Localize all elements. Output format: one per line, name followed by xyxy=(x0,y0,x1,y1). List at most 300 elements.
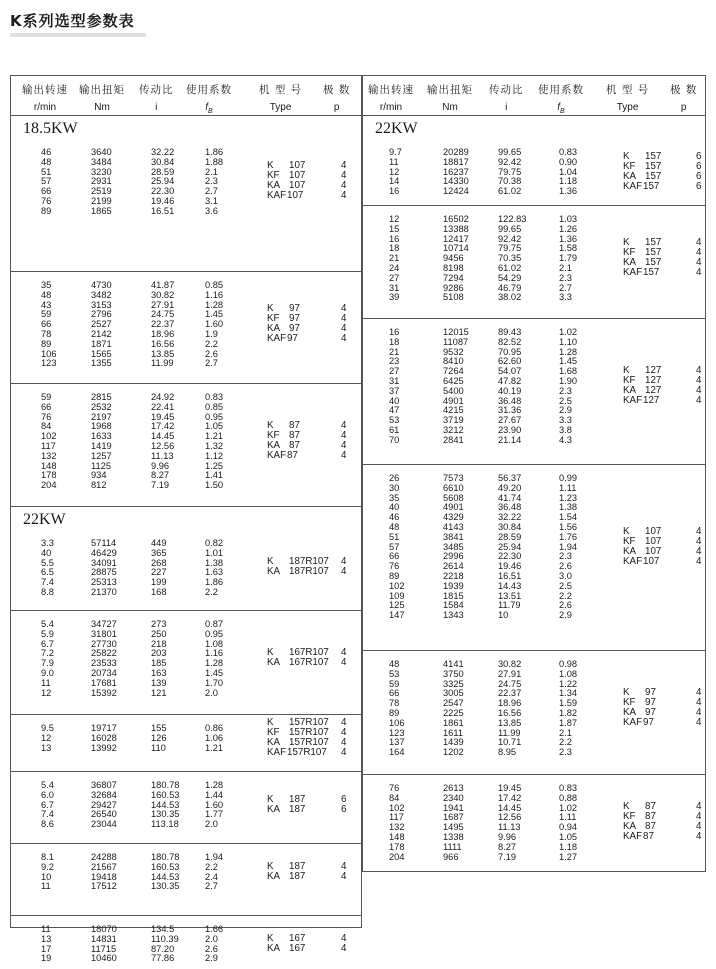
model-series: KAF xyxy=(623,394,643,406)
cell-speed: 5.5 xyxy=(41,557,54,568)
cell-torque: 18817 xyxy=(443,156,469,167)
cell-factor: 1.05 xyxy=(559,832,578,842)
cell-ratio: 168 xyxy=(151,587,167,597)
model-poles: 4 xyxy=(696,811,702,823)
cell-factor: 1.38 xyxy=(559,502,578,513)
cell-factor: 1.18 xyxy=(559,176,578,187)
model-type xyxy=(363,527,705,537)
table-row xyxy=(11,147,361,157)
model-size: 127 xyxy=(645,374,662,386)
table-row xyxy=(363,292,705,302)
model-series: KA xyxy=(267,657,281,669)
power-rating: 22KW xyxy=(375,120,418,137)
cell-speed: 18 xyxy=(389,243,400,254)
cell-torque: 4901 xyxy=(443,502,464,513)
cell-torque: 1941 xyxy=(443,802,464,813)
model-poles: 4 xyxy=(696,237,702,249)
table-row xyxy=(363,283,705,293)
cell-speed: 9.2 xyxy=(41,861,54,872)
cell-speed: 117 xyxy=(389,812,404,823)
header-poles-label: 极 数 xyxy=(670,84,698,96)
cell-ratio: 13.85 xyxy=(151,348,175,359)
selection-group xyxy=(363,775,705,871)
cell-speed: 53 xyxy=(389,668,400,679)
table-header xyxy=(363,76,705,116)
header-factor-unit: $f_B$ xyxy=(205,102,213,115)
cell-speed: 76 xyxy=(41,411,52,422)
cell-speed: 37 xyxy=(389,385,400,396)
cell-torque: 1439 xyxy=(443,737,464,748)
cell-speed: 57 xyxy=(41,176,52,187)
model-size: 187 xyxy=(289,860,306,872)
cell-torque: 13388 xyxy=(443,223,469,234)
cell-torque: 36807 xyxy=(91,780,117,790)
cell-speed: 46 xyxy=(41,147,52,157)
cell-factor: 2.2 xyxy=(205,587,218,597)
cell-speed: 178 xyxy=(41,470,57,481)
cell-factor: 1.34 xyxy=(559,688,578,699)
model-type xyxy=(11,304,361,314)
cell-speed: 16 xyxy=(389,327,400,337)
cell-ratio: 22.37 xyxy=(498,688,522,699)
cell-factor: 0.87 xyxy=(205,619,224,629)
cell-ratio: 54.29 xyxy=(498,272,522,283)
model-poles: 4 xyxy=(341,736,347,748)
header-type-label: 机 型 号 xyxy=(259,84,303,96)
model-size: 187 xyxy=(289,870,306,882)
selection-group xyxy=(11,384,361,507)
cell-factor: 3.0 xyxy=(559,571,572,581)
cell-factor: 2.2 xyxy=(205,861,218,872)
cell-factor: 2.1 xyxy=(559,727,572,738)
cell-ratio: 99.65 xyxy=(498,223,522,234)
cell-speed: 3.3 xyxy=(41,538,54,548)
cell-speed: 123 xyxy=(389,727,405,738)
cell-speed: 106 xyxy=(389,717,405,728)
cell-factor: 1.08 xyxy=(559,668,578,679)
cell-torque: 7264 xyxy=(443,366,464,377)
header-poles-label: 极 数 xyxy=(323,84,351,96)
header-factor xyxy=(186,82,232,115)
model-series: KA xyxy=(267,736,281,748)
header-speed xyxy=(368,82,414,113)
cell-ratio: 14.45 xyxy=(498,802,522,813)
right-table xyxy=(362,75,706,872)
cell-factor: 3.6 xyxy=(205,205,218,216)
cell-factor: 1.76 xyxy=(559,531,578,542)
model-poles: 4 xyxy=(341,566,347,578)
header-factor-subscript: B xyxy=(208,108,213,115)
cell-torque: 9286 xyxy=(443,282,464,293)
cell-factor: 2.3 xyxy=(559,551,572,562)
model-size: 97 xyxy=(289,303,300,315)
model-type xyxy=(11,161,361,171)
cell-torque: 1111 xyxy=(443,841,462,852)
cell-factor: 1.60 xyxy=(205,319,224,330)
model-series: KAF xyxy=(623,180,643,192)
cell-speed: 48 xyxy=(41,156,52,167)
cell-torque: 21370 xyxy=(91,587,117,597)
cell-factor: 1.41 xyxy=(205,470,224,481)
cell-ratio: 203 xyxy=(151,648,167,659)
model-series: K xyxy=(623,525,630,537)
cell-ratio: 70.95 xyxy=(498,346,522,357)
cell-ratio: 18.96 xyxy=(498,698,522,709)
cell-ratio: 18.96 xyxy=(151,329,175,339)
cell-speed: 43 xyxy=(41,299,52,310)
table-row xyxy=(11,688,361,698)
cell-torque: 1815 xyxy=(443,590,464,601)
cell-torque: 14831 xyxy=(91,933,117,944)
cell-ratio: 273 xyxy=(151,619,167,629)
cell-torque: 4901 xyxy=(443,395,464,406)
model-size: 157 xyxy=(645,160,662,172)
cell-ratio: 30.82 xyxy=(151,289,175,300)
model-size: 97 xyxy=(643,717,654,728)
cell-speed: 51 xyxy=(389,531,400,542)
model-type xyxy=(363,557,705,567)
model-series: KAF xyxy=(267,450,287,461)
cell-factor: 0.85 xyxy=(205,401,224,412)
cell-torque: 3230 xyxy=(91,166,112,177)
cell-ratio: 449 xyxy=(151,538,167,548)
model-type xyxy=(11,748,361,758)
header-speed xyxy=(22,82,68,113)
model-type xyxy=(363,152,705,162)
cell-factor: 1.11 xyxy=(559,482,577,493)
model-series: KA xyxy=(267,440,281,451)
cell-speed: 8.6 xyxy=(41,819,54,830)
model-size: 187R107 xyxy=(289,556,329,568)
cell-speed: 6.7 xyxy=(41,799,54,810)
model-size: 107 xyxy=(643,555,660,567)
cell-torque: 12015 xyxy=(443,327,469,337)
header-factor-unit: $f_B$ xyxy=(557,102,565,115)
cell-factor: 1.94 xyxy=(205,852,224,862)
cell-speed: 7.9 xyxy=(41,658,54,669)
selection-group xyxy=(11,116,361,272)
model-type xyxy=(363,537,705,547)
cell-factor: 0.82 xyxy=(205,538,224,548)
model-size: 157 xyxy=(645,257,662,269)
cell-speed: 9.0 xyxy=(41,668,54,678)
cell-speed: 106 xyxy=(41,348,57,359)
header-poles xyxy=(323,82,350,113)
model-size: 157 xyxy=(645,150,662,162)
cell-ratio: 110.39 xyxy=(151,933,179,944)
model-size: 157 xyxy=(645,237,662,249)
cell-factor: 0.99 xyxy=(559,473,578,483)
cell-speed: 76 xyxy=(389,561,400,572)
cell-factor: 1.06 xyxy=(205,732,224,743)
cell-speed: 89 xyxy=(41,338,52,349)
cell-torque: 18070 xyxy=(91,924,117,934)
model-size: 157R107 xyxy=(287,746,327,758)
cell-speed: 11 xyxy=(389,156,399,167)
model-series: KF xyxy=(623,811,636,823)
cell-ratio: 113.18 xyxy=(151,819,179,830)
model-type xyxy=(11,795,361,805)
model-poles: 4 xyxy=(696,267,702,279)
model-type xyxy=(363,268,705,278)
cell-torque: 16502 xyxy=(443,214,469,224)
table-row xyxy=(363,483,705,493)
cell-ratio: 110 xyxy=(151,742,166,753)
table-row xyxy=(363,737,705,747)
table-row xyxy=(11,924,361,934)
cell-speed: 48 xyxy=(389,522,400,532)
cell-torque: 2815 xyxy=(91,392,112,402)
cell-torque: 2796 xyxy=(91,309,112,320)
cell-factor: 1.87 xyxy=(559,717,578,728)
selection-group xyxy=(11,272,361,384)
cell-speed: 7.2 xyxy=(41,648,54,659)
cell-factor: 2.3 xyxy=(559,385,572,396)
cell-torque: 2931 xyxy=(91,176,112,187)
model-poles: 4 xyxy=(341,870,347,882)
cell-factor: 1.21 xyxy=(205,431,224,442)
model-type xyxy=(11,805,361,815)
cell-ratio: 30.84 xyxy=(498,522,522,532)
model-size: 187 xyxy=(289,803,306,815)
cell-torque: 34091 xyxy=(91,557,117,568)
table-row xyxy=(363,659,705,669)
cell-ratio: 41.74 xyxy=(498,492,522,503)
cell-torque: 2532 xyxy=(91,401,112,412)
cell-speed: 148 xyxy=(389,832,405,842)
header-speed-unit: r/min xyxy=(33,102,57,113)
cell-factor: 3.1 xyxy=(205,196,218,206)
model-type xyxy=(363,396,705,406)
cell-torque: 21567 xyxy=(91,861,117,872)
cell-torque: 12417 xyxy=(443,233,469,244)
cell-factor: 2.9 xyxy=(559,610,572,621)
table-row xyxy=(363,571,705,581)
model-poles: 4 xyxy=(341,942,347,954)
model-size: 157R107 xyxy=(289,736,329,748)
model-poles: 4 xyxy=(341,450,347,461)
model-poles: 4 xyxy=(341,657,347,669)
cell-torque: 24288 xyxy=(91,852,117,862)
cell-torque: 1355 xyxy=(91,358,112,369)
model-size: 157 xyxy=(643,180,660,192)
power-rating: 22KW xyxy=(23,511,66,528)
model-series: KAF xyxy=(267,190,287,202)
cell-speed: 102 xyxy=(389,802,405,813)
model-size: 87 xyxy=(645,821,656,833)
cell-torque: 4141 xyxy=(443,659,464,669)
cell-ratio: 11.13 xyxy=(498,822,521,833)
model-series: KA xyxy=(267,180,281,192)
cell-torque: 9532 xyxy=(443,346,464,357)
cell-factor: 0.90 xyxy=(559,156,578,167)
selection-group xyxy=(363,116,705,206)
cell-ratio: 130.35 xyxy=(151,809,180,820)
cell-ratio: 130.35 xyxy=(151,881,180,892)
model-type xyxy=(363,832,705,842)
cell-speed: 12 xyxy=(41,687,52,698)
cell-factor: 0.86 xyxy=(205,723,224,733)
model-poles: 6 xyxy=(696,180,702,192)
cell-ratio: 70.35 xyxy=(498,253,522,264)
header-factor-label: 使用系数 xyxy=(186,84,232,96)
cell-torque: 3325 xyxy=(443,678,464,689)
model-series: KAF xyxy=(623,831,643,843)
header-poles xyxy=(670,82,697,113)
cell-ratio: 77.86 xyxy=(151,953,175,964)
cell-factor: 1.12 xyxy=(205,450,224,461)
cell-speed: 11 xyxy=(41,924,51,934)
table-row xyxy=(363,728,705,738)
cell-ratio: 32.22 xyxy=(498,512,522,523)
model-series: KF xyxy=(623,697,636,708)
cell-torque: 31801 xyxy=(91,628,117,639)
cell-factor: 2.6 xyxy=(559,561,572,572)
cell-torque: 2996 xyxy=(443,551,464,562)
model-series: K xyxy=(267,420,274,431)
model-series: KA xyxy=(623,545,637,557)
cell-torque: 2197 xyxy=(91,411,112,422)
cell-speed: 5.4 xyxy=(41,619,54,629)
cell-torque: 2142 xyxy=(91,329,112,339)
model-series: KF xyxy=(623,247,636,259)
model-type xyxy=(363,162,705,172)
table-row xyxy=(11,953,361,963)
cell-speed: 51 xyxy=(41,166,52,177)
cell-torque: 11715 xyxy=(91,943,117,954)
cell-speed: 31 xyxy=(389,376,400,386)
header-poles-unit: p xyxy=(680,102,687,113)
model-size: 167R107 xyxy=(289,657,329,669)
cell-speed: 59 xyxy=(41,309,52,320)
cell-factor: 0.83 xyxy=(559,147,578,157)
cell-speed: 109 xyxy=(389,590,405,601)
cell-torque: 20289 xyxy=(443,147,469,157)
table-row xyxy=(11,668,361,678)
model-size: 167 xyxy=(289,942,306,954)
header-type xyxy=(606,82,649,113)
cell-speed: 16 xyxy=(389,233,400,244)
cell-torque: 6610 xyxy=(443,482,464,493)
cell-ratio: 82.52 xyxy=(498,336,522,347)
cell-torque: 25313 xyxy=(91,577,117,588)
cell-speed: 13 xyxy=(41,742,52,753)
model-poles: 4 xyxy=(696,707,702,718)
cell-torque: 3482 xyxy=(91,289,112,300)
model-size: 167R107 xyxy=(289,647,329,659)
model-size: 107 xyxy=(645,545,662,557)
cell-speed: 132 xyxy=(389,822,405,833)
model-size: 97 xyxy=(289,313,300,325)
cell-factor: 1.82 xyxy=(559,708,578,718)
cell-factor: 2.4 xyxy=(205,871,218,882)
model-poles: 4 xyxy=(696,697,702,708)
cell-speed: 84 xyxy=(41,421,52,432)
cell-speed: 66 xyxy=(389,688,400,699)
cell-ratio: 30.84 xyxy=(151,156,175,167)
model-series: K xyxy=(623,150,630,162)
cell-factor: 2.7 xyxy=(205,186,218,197)
model-size: 157 xyxy=(645,247,662,259)
table-row xyxy=(363,327,705,337)
cell-ratio: 7.19 xyxy=(498,851,517,862)
cell-ratio: 30.82 xyxy=(498,659,522,669)
model-type xyxy=(11,872,361,882)
model-poles: 4 xyxy=(696,525,702,537)
cell-torque: 26540 xyxy=(91,809,117,820)
cell-speed: 46 xyxy=(389,512,400,523)
cell-torque: 9456 xyxy=(443,253,464,264)
cell-ratio: 79.75 xyxy=(498,166,522,177)
cell-ratio: 41.87 xyxy=(151,280,175,290)
header-torque-unit: Nm xyxy=(94,102,110,113)
cell-torque: 27730 xyxy=(91,638,117,649)
selection-group xyxy=(11,611,361,715)
model-type xyxy=(11,324,361,334)
model-size: 187R107 xyxy=(289,566,329,578)
model-size: 97 xyxy=(289,323,300,335)
table-row xyxy=(11,587,361,597)
cell-factor: 1.32 xyxy=(205,441,224,451)
model-poles: 4 xyxy=(696,535,702,547)
model-poles: 4 xyxy=(341,932,347,944)
cell-factor: 1.16 xyxy=(205,289,224,300)
model-type xyxy=(363,182,705,192)
cell-factor: 1.45 xyxy=(559,356,578,367)
cell-torque: 934 xyxy=(91,470,107,481)
cell-factor: 0.98 xyxy=(559,659,578,669)
cell-torque: 5108 xyxy=(443,292,464,303)
cell-speed: 14 xyxy=(389,176,400,187)
cell-torque: 4329 xyxy=(443,512,464,523)
cell-ratio: 56.37 xyxy=(498,473,522,483)
cell-ratio: 47.82 xyxy=(498,376,522,386)
model-series: KA xyxy=(267,323,281,335)
cell-torque: 17512 xyxy=(91,881,117,892)
model-size: 107 xyxy=(289,180,306,192)
cell-factor: 2.5 xyxy=(559,395,572,406)
cell-factor: 2.3 xyxy=(559,272,572,283)
cell-speed: 7.4 xyxy=(41,809,54,820)
cell-ratio: 19.45 xyxy=(151,411,175,422)
cell-ratio: 70.38 xyxy=(498,176,522,187)
model-poles: 4 xyxy=(341,180,347,192)
cell-speed: 76 xyxy=(389,783,400,793)
model-type xyxy=(11,862,361,872)
cell-speed: 40 xyxy=(389,502,400,513)
cell-ratio: 155 xyxy=(151,723,167,733)
cell-torque: 2613 xyxy=(443,783,464,793)
cell-speed: 8.1 xyxy=(41,852,54,862)
model-type xyxy=(11,334,361,344)
cell-torque: 4143 xyxy=(443,522,464,532)
model-series: KA xyxy=(623,170,637,182)
model-poles: 4 xyxy=(341,726,347,738)
cell-factor: 2.6 xyxy=(559,600,572,611)
model-series: K xyxy=(623,364,630,376)
cell-factor: 0.88 xyxy=(559,792,578,803)
cell-speed: 125 xyxy=(389,600,405,611)
cell-torque: 812 xyxy=(91,480,107,491)
cell-speed: 35 xyxy=(41,280,52,290)
model-type xyxy=(363,547,705,557)
model-type xyxy=(363,718,705,728)
cell-ratio: 38.02 xyxy=(498,292,522,303)
cell-factor: 1.26 xyxy=(559,223,578,234)
model-size: 107 xyxy=(289,160,306,172)
title-underline xyxy=(10,33,146,37)
model-size: 107 xyxy=(645,535,662,547)
